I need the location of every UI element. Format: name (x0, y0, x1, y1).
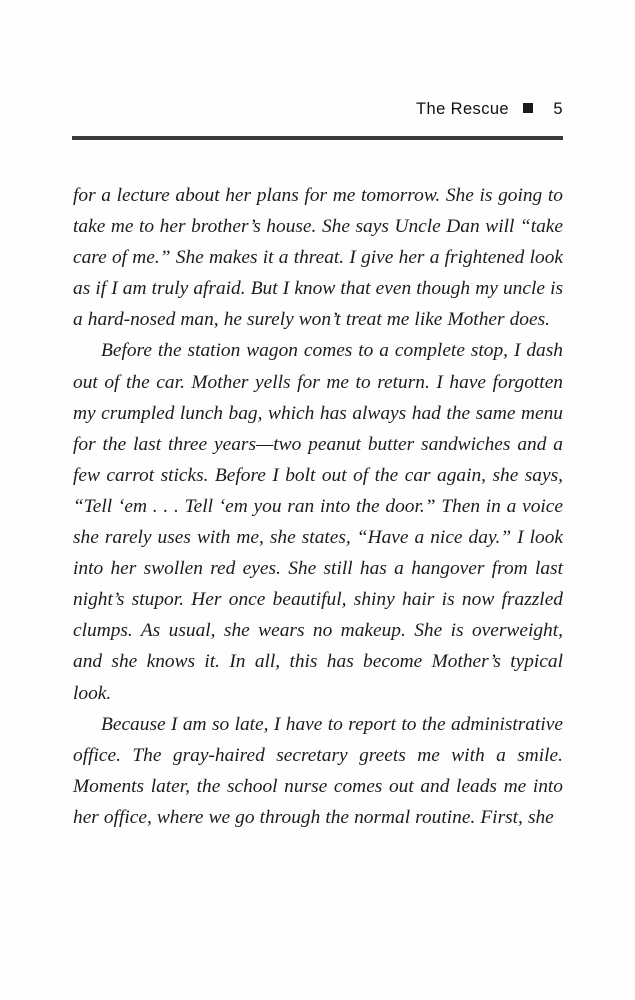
running-head (72, 100, 563, 119)
paragraph: Before the station wagon comes to a complete stop, I dash out of the car. Mother yells for me to return. I have forgotten my crumpled lunch bag, which has always had the same menu for the last three years—two peanut butter sandwiches and a few carrot sticks. Before I bolt out of the car again, she says, “Tell ‘em . . . Tell ‘em you ran into the door.” Then in a voice she rarely uses with me, she states, “Have a nice day.” I look into her swollen red eyes. She still has a hangover from last night’s stupor. Her once beautiful, shiny hair is now frazzled clumps. As usual, she wears no makeup. She is overweight, and she knows it. In all, this has become Mother’s typical look. (73, 340, 563, 704)
header-rule-divider (72, 136, 563, 140)
page-number: 5 (553, 100, 563, 118)
body-text-block (73, 180, 563, 833)
square-ornament-icon (523, 103, 533, 113)
paragraph: Because I am so late, I have to report to the administrative office. The gray-haired secretary greets me with a smile. Moments later, the school nurse comes out and leads me into her office, where we go through the normal routine. First, she (73, 713, 563, 828)
paragraph: for a lecture about her plans for me tomorrow. She is going to take me to her brother’s house. She says Uncle Dan will “take care of me.” She makes it a threat. I give her a frightened look as if I am truly afraid. But I know that even though my uncle is a hard-nosed man, he surely won’t treat me like Mother does. (73, 185, 563, 331)
chapter-title: The Rescue (416, 100, 509, 118)
